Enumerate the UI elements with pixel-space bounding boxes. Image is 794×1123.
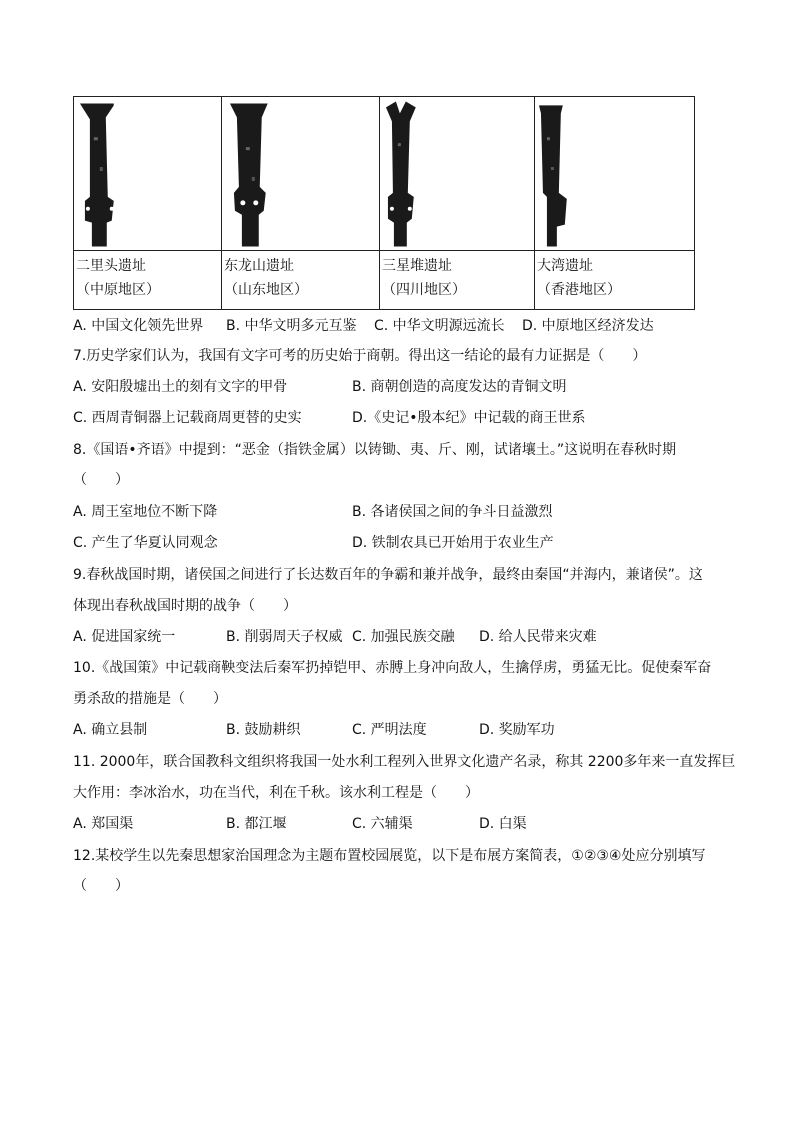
q9-option-b: B. 削弱周天子权威: [226, 629, 343, 645]
q10-stem-line2: 勇杀敌的措施是（ ）: [73, 691, 227, 707]
q7-option-c: C. 西周青铜器上记载商周更替的史实: [73, 410, 302, 426]
artifact-image-cell: [74, 97, 222, 251]
q6-option-d: D. 中原地区经济发达: [522, 318, 654, 334]
q6-option-c: C. 中华文明源远流长: [374, 318, 505, 334]
q11-option-a: A. 郑国渠: [73, 816, 134, 832]
bronze-blade-image: [74, 97, 221, 250]
site-name: 二里头遗址: [76, 258, 146, 274]
q8-stem-line2: （ ）: [73, 472, 129, 488]
region-name: （香港地区）: [537, 282, 621, 298]
site-name: 东龙山遗址: [224, 258, 294, 274]
site-name: 大湾遗址: [537, 258, 593, 274]
q10-option-d: D. 奖励军功: [479, 722, 555, 738]
region-name: （山东地区）: [224, 282, 308, 298]
artifact-image-cell: [380, 97, 535, 251]
q6-option-a: A. 中国文化领先世界: [73, 318, 204, 334]
artifact-image-cell: [535, 97, 695, 251]
q10-option-b: B. 鼓励耕织: [226, 722, 301, 738]
q12-stem-line1: 12.某校学生以先秦思想家治国理念为主题布置校园展览，以下是布展方案简表，①②③④处应分别填写: [73, 848, 706, 864]
q7-option-a: A. 安阳殷墟出土的刻有文字的甲骨: [73, 379, 288, 395]
artifact-label-cell: [222, 251, 380, 310]
q11-stem-line2: 大作用：李冰治水，功在当代，利在千秋。该水利工程是（ ）: [73, 785, 479, 801]
artifact-image-cell: [222, 97, 380, 251]
bronze-blade-image: [380, 97, 534, 250]
bronze-blade-image: [222, 97, 379, 250]
q6-option-b: B. 中华文明多元互鉴: [226, 318, 357, 334]
artifact-table: [73, 96, 695, 310]
artifact-label-cell: [380, 251, 535, 310]
q9-option-a: A. 促进国家统一: [73, 629, 176, 645]
region-name: （四川地区）: [382, 282, 466, 298]
q11-stem-line1: 11. 2000年，联合国教科文组织将我国一处水利工程列入世界文化遗产名录，称其 2200多年来一直发挥巨: [73, 754, 736, 770]
q7-stem: 7.历史学家们认为，我国有文字可考的历史始于商朝。得出这一结论的最有力证据是（ ）: [73, 348, 647, 364]
bronze-blade-image: [535, 97, 694, 250]
q11-option-c: C. 六辅渠: [352, 816, 413, 832]
site-name: 三星堆遗址: [382, 258, 452, 274]
q7-option-d: D.《史记•殷本纪》中记载的商王世系: [352, 410, 586, 426]
q10-option-a: A. 确立县制: [73, 722, 148, 738]
q9-option-c: C. 加强民族交融: [352, 629, 455, 645]
artifact-label-cell: [74, 251, 222, 310]
q10-stem-line1: 10.《战国策》中记载商鞅变法后秦军扔掉铠甲、赤膊上身冲向敌人，生擒俘虏，勇猛无比。促使秦军奋: [73, 660, 712, 676]
q8-option-d: D. 铁制农具已开始用于农业生产: [352, 535, 554, 551]
q11-option-d: D. 白渠: [479, 816, 527, 832]
q12-stem-line2: （ ）: [73, 878, 129, 894]
artifact-label-cell: [535, 251, 695, 310]
q7-option-b: B. 商朝创造的高度发达的青铜文明: [352, 379, 567, 395]
region-name: （中原地区）: [76, 282, 160, 298]
q9-stem-line2: 体现出春秋战国时期的战争（ ）: [73, 598, 297, 614]
q8-option-a: A. 周王室地位不断下降: [73, 504, 218, 520]
q8-option-b: B. 各诸侯国之间的争斗日益激烈: [352, 504, 553, 520]
q11-option-b: B. 都江堰: [226, 816, 287, 832]
q8-stem-line1: 8.《国语•齐语》中提到：“恶金（指铁金属）以铸锄、夷、斤、刚，试诸壤土。”这说明在春秋时期: [73, 442, 677, 458]
q8-option-c: C. 产生了华夏认同观念: [73, 535, 218, 551]
q10-option-c: C. 严明法度: [352, 722, 427, 738]
q9-option-d: D. 给人民带来灾难: [479, 629, 597, 645]
q9-stem-line1: 9.春秋战国时期，诸侯国之间进行了长达数百年的争霸和兼并战争，最终由秦国“并海内，兼诸侯”。这: [73, 567, 703, 583]
